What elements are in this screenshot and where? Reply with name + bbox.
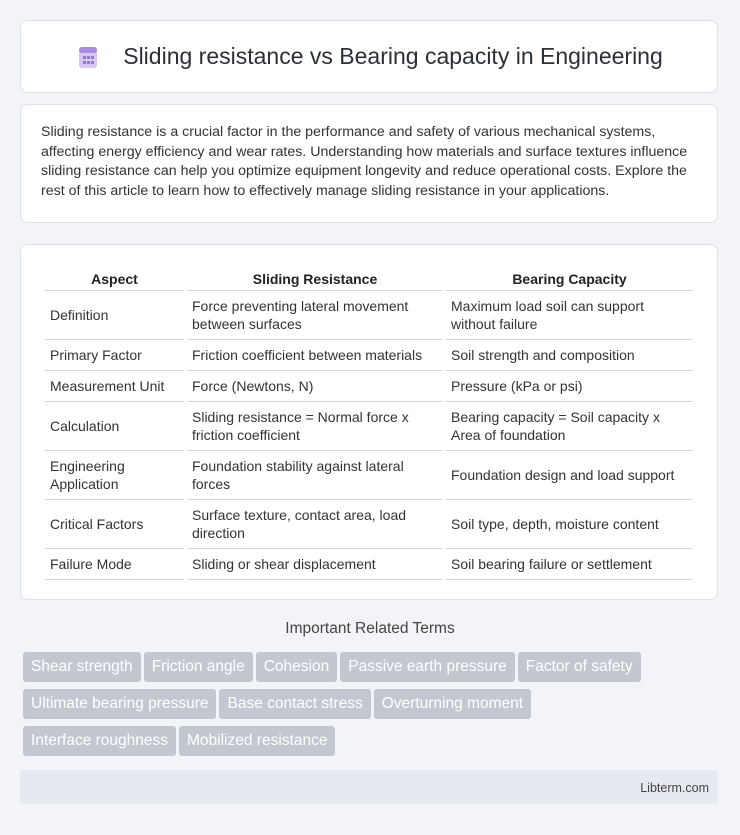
table-row xyxy=(45,291,693,340)
table-cell: Sliding resistance = Normal force x friction coefficient xyxy=(187,402,443,451)
page-title-text: Sliding resistance vs Bearing capacity in Engineering xyxy=(123,43,663,69)
header-aspect: Aspect xyxy=(45,265,184,291)
page-title xyxy=(75,43,663,70)
related-term-tag[interactable]: Passive earth pressure xyxy=(340,652,515,682)
title-card xyxy=(20,20,718,93)
table-cell: Soil type, depth, moisture content xyxy=(446,500,693,549)
table-row xyxy=(45,549,693,580)
header-bearing-capacity: Bearing Capacity xyxy=(446,265,693,291)
table-cell: Bearing capacity = Soil capacity x Area of foundation xyxy=(446,402,693,451)
table-cell: Critical Factors xyxy=(45,500,184,549)
related-term-tag[interactable]: Overturning moment xyxy=(374,689,531,719)
document-icon xyxy=(75,44,101,70)
table-cell: Soil strength and composition xyxy=(446,340,693,371)
intro-paragraph: Sliding resistance is a crucial factor in the performance and safety of various mechanical systems, affecting energy efficiency and wear rates. Understanding how materials and surface textures influence sliding resistance can help you optimize equipment longevity and reduce operational costs. Explore the rest of this article to learn how to effectively manage sliding resistance in your applications. xyxy=(41,124,688,199)
footer xyxy=(20,770,718,804)
table-cell: Measurement Unit xyxy=(45,371,184,402)
related-terms-list xyxy=(23,652,703,763)
comparison-card xyxy=(20,244,718,600)
related-term-tag[interactable]: Friction angle xyxy=(144,652,253,682)
table-cell: Calculation xyxy=(45,402,184,451)
table-cell: Primary Factor xyxy=(45,340,184,371)
table-cell: Force (Newtons, N) xyxy=(187,371,443,402)
table-cell: Sliding or shear displacement xyxy=(187,549,443,580)
table-cell: Surface texture, contact area, load direction xyxy=(187,500,443,549)
table-row xyxy=(45,402,693,451)
table-cell: Pressure (kPa or psi) xyxy=(446,371,693,402)
related-terms-title: Important Related Terms xyxy=(285,620,455,637)
table-cell: Maximum load soil can support without failure xyxy=(446,291,693,340)
table-cell: Foundation stability against lateral forces xyxy=(187,451,443,500)
intro-card xyxy=(20,104,718,223)
related-term-tag[interactable]: Ultimate bearing pressure xyxy=(23,689,216,719)
table-row xyxy=(45,340,693,371)
related-terms-section xyxy=(0,620,740,650)
table-cell: Failure Mode xyxy=(45,549,184,580)
related-term-tag[interactable]: Shear strength xyxy=(23,652,141,682)
table-cell: Foundation design and load support xyxy=(446,451,693,500)
table-cell: Engineering Application xyxy=(45,451,184,500)
table-cell: Force preventing lateral movement between surfaces xyxy=(187,291,443,340)
table-cell: Friction coefficient between materials xyxy=(187,340,443,371)
footer-site-link[interactable]: Libterm.com xyxy=(640,781,709,795)
related-term-tag[interactable]: Cohesion xyxy=(256,652,338,682)
table-row xyxy=(45,451,693,500)
table-row xyxy=(45,500,693,549)
related-term-tag[interactable]: Interface roughness xyxy=(23,726,176,756)
comparison-table xyxy=(42,265,696,580)
related-term-tag[interactable]: Mobilized resistance xyxy=(179,726,335,756)
table-header-row xyxy=(45,265,693,291)
table-cell: Soil bearing failure or settlement xyxy=(446,549,693,580)
table-row xyxy=(45,371,693,402)
related-term-tag[interactable]: Factor of safety xyxy=(518,652,641,682)
table-cell: Definition xyxy=(45,291,184,340)
related-term-tag[interactable]: Base contact stress xyxy=(219,689,370,719)
header-sliding-resistance: Sliding Resistance xyxy=(187,265,443,291)
